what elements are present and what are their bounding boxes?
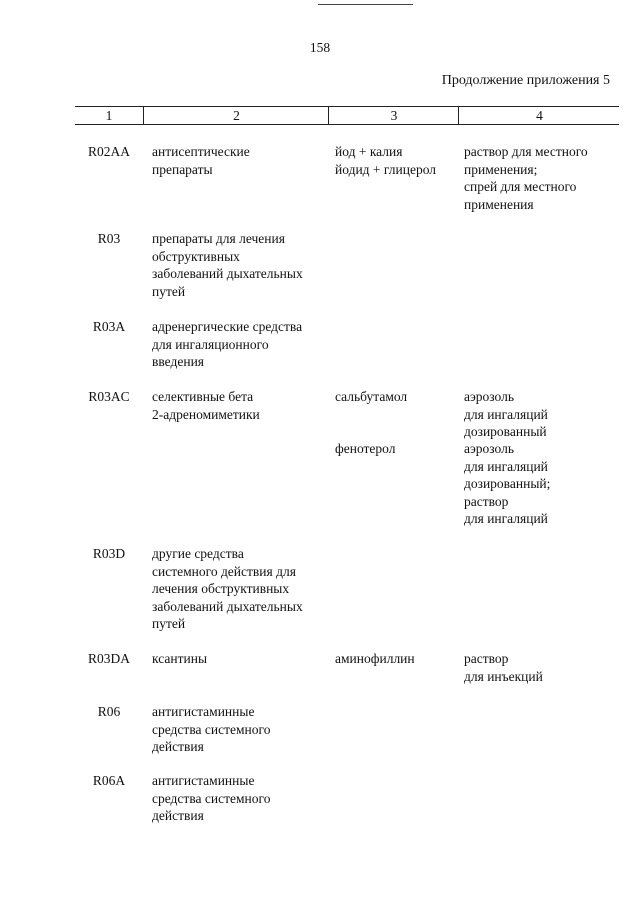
group-name: адренергические средства для ингаляционного введения xyxy=(152,319,303,369)
group-name: другие средства системного действия для лечения обструктивных заболеваний дыхательных путей xyxy=(152,546,303,631)
top-edge-rule xyxy=(318,4,413,5)
dosage-form: раствор для инъекций xyxy=(464,651,543,684)
atc-code: R06A xyxy=(92,773,126,788)
page-number: 158 xyxy=(309,40,331,55)
dosage-form: аэрозоль для ингаляций дозированный xyxy=(464,389,548,439)
column-header-2: 2 xyxy=(143,107,329,124)
group-name: препараты для лечения обструктивных заболеваний дыхательных путей xyxy=(152,231,303,299)
group-name: антисептические препараты xyxy=(152,144,250,177)
group-name: антигистаминные средства системного действия xyxy=(152,773,271,823)
drug-name: фенотерол xyxy=(335,441,396,456)
atc-code: R03D xyxy=(92,546,126,561)
drug-name: сальбутамол xyxy=(335,389,408,404)
atc-code: R03DA xyxy=(87,651,130,666)
drug-name: аминофиллин xyxy=(335,651,415,666)
drug-name: йод + калия йодид + глицерол xyxy=(335,144,436,177)
atc-code: R03AC xyxy=(88,389,130,404)
column-header-3: 3 xyxy=(328,107,459,124)
table-header-row xyxy=(75,106,619,125)
atc-code: R03A xyxy=(92,319,126,334)
atc-code: R06 xyxy=(97,704,121,719)
atc-code: R03 xyxy=(97,231,121,246)
group-name: ксантины xyxy=(152,651,208,666)
dosage-form: раствор для местного применения; спрей для местного применения xyxy=(464,144,588,212)
appendix-continuation-note: Продолжение приложения 5 xyxy=(441,73,610,88)
column-header-4: 4 xyxy=(458,107,620,124)
atc-code: R02AA xyxy=(87,144,130,159)
group-name: селективные бета 2-адреномиметики xyxy=(152,389,260,422)
dosage-form: аэрозоль для ингаляций дозированный; раствор для ингаляций xyxy=(464,441,551,526)
group-name: антигистаминные средства системного действия xyxy=(152,704,271,754)
column-header-1: 1 xyxy=(105,108,113,123)
